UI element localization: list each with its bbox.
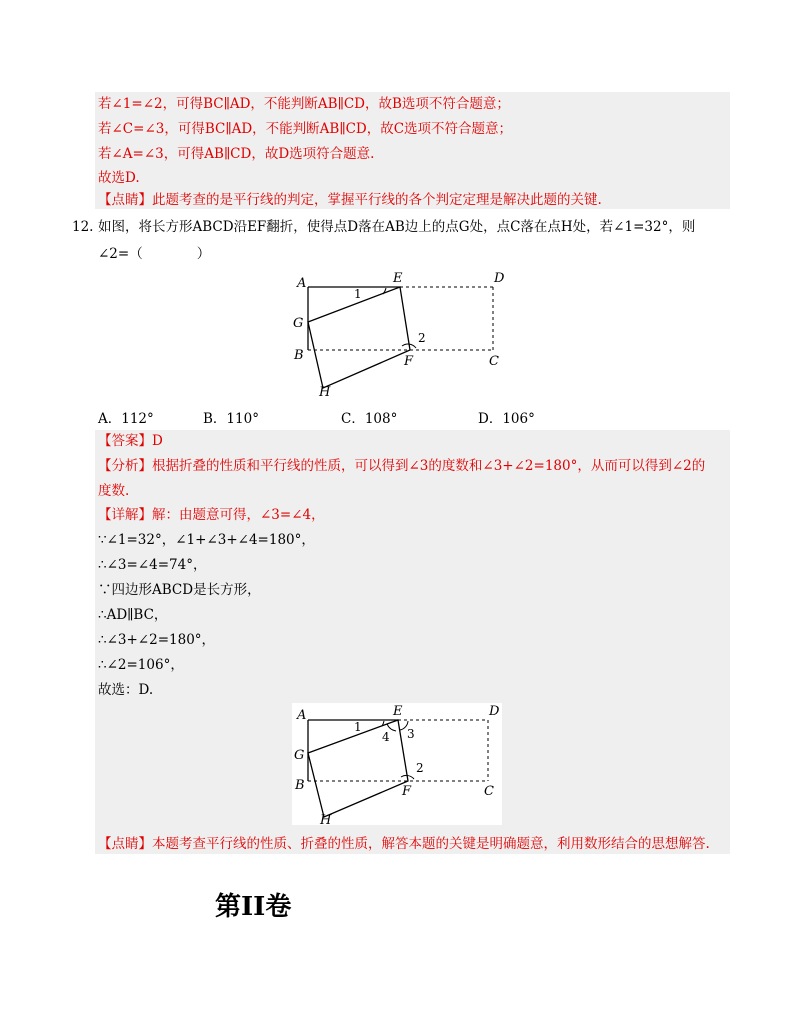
sol-label-e: E [393,704,403,719]
label-g: G [293,316,304,331]
sol-angle-3-label: 3 [407,727,415,741]
label-e: E [393,271,403,286]
solution-comment: 【点睛】本题考查平行线的性质、折叠的性质，解答本题的关键是明确题意，利用数形结合的思想解答. [98,836,710,852]
sol-label-g: G [294,748,305,763]
prev-solution-line-3: 若∠A=∠3，可得AB∥CD，故D选项符合题意. [98,146,375,162]
sol-label-f: F [402,784,412,799]
sol-label-b: B [295,778,305,793]
detail-head-text: 【详解】解：由题意可得，∠3=∠4， [98,507,325,523]
step-5: ∴∠3+∠2=180°， [98,632,216,648]
option-d[interactable]: D．106° [478,411,535,427]
angle-1-label: 1 [354,287,362,301]
sol-label-d: D [489,704,500,719]
sol-angle-1-label: 1 [354,720,362,734]
question-number: 12. [72,219,94,235]
step-1: ∵∠1=32°，∠1+∠3+∠4=180°， [98,532,315,548]
question-stem-line-2: ∠2=（ ） [98,246,211,262]
sol-label-h: H [320,813,332,825]
prev-solution-line-2: 若∠C=∠3，可得BC∥AD，不能判断AB∥CD，故C选项不符合题意； [98,121,513,137]
label-d: D [494,271,505,286]
sol-label-a: A [297,708,307,723]
sol-label-c: C [484,784,494,799]
step-2: ∴∠3=∠4=74°， [98,557,207,573]
prev-solution-comment: 【点睛】此题考查的是平行线的判定，掌握平行线的各个判定定理是解决此题的关键. [98,192,602,208]
section-title: 第II卷 [215,892,292,922]
question-stem-line-1: 如图，将长方形ABCD沿EF翻折，使得点D落在AB边上的点G处，点C落在点H处，若∠1=32°，则 [98,219,696,235]
label-c: C [489,354,499,369]
sol-angle-2-label: 2 [416,761,424,775]
sol-angle-4-label: 4 [382,730,390,744]
question-figure [288,270,518,400]
prev-solution-line-1: 若∠1=∠2，可得BC∥AD，不能判断AB∥CD，故B选项不符合题意； [98,96,510,112]
label-a: A [297,276,307,291]
option-a[interactable]: A．112° [98,411,154,427]
label-f: F [404,354,414,369]
detail-head [98,504,325,526]
option-c[interactable]: C．108° [341,411,398,427]
step-4: ∴AD∥BC， [98,607,168,623]
analysis-line-2: 度数. [98,483,130,499]
label-h: H [319,385,331,400]
analysis-line-1: 【分析】根据折叠的性质和平行线的性质，可以得到∠3的度数和∠3+∠2=180°，从而可以得到∠2的 [98,458,706,474]
answer-line: 【答案】D [98,433,163,449]
step-7: 故选：D. [98,682,154,698]
label-b: B [294,348,304,363]
step-3: ∵四边形ABCD是长方形， [98,582,261,598]
option-b[interactable]: B．110° [203,411,259,427]
step-6: ∴∠2=106°， [98,657,184,673]
angle-2-label: 2 [418,331,426,345]
prev-solution-line-4: 故选D. [98,170,140,186]
solution-figure [292,703,502,825]
